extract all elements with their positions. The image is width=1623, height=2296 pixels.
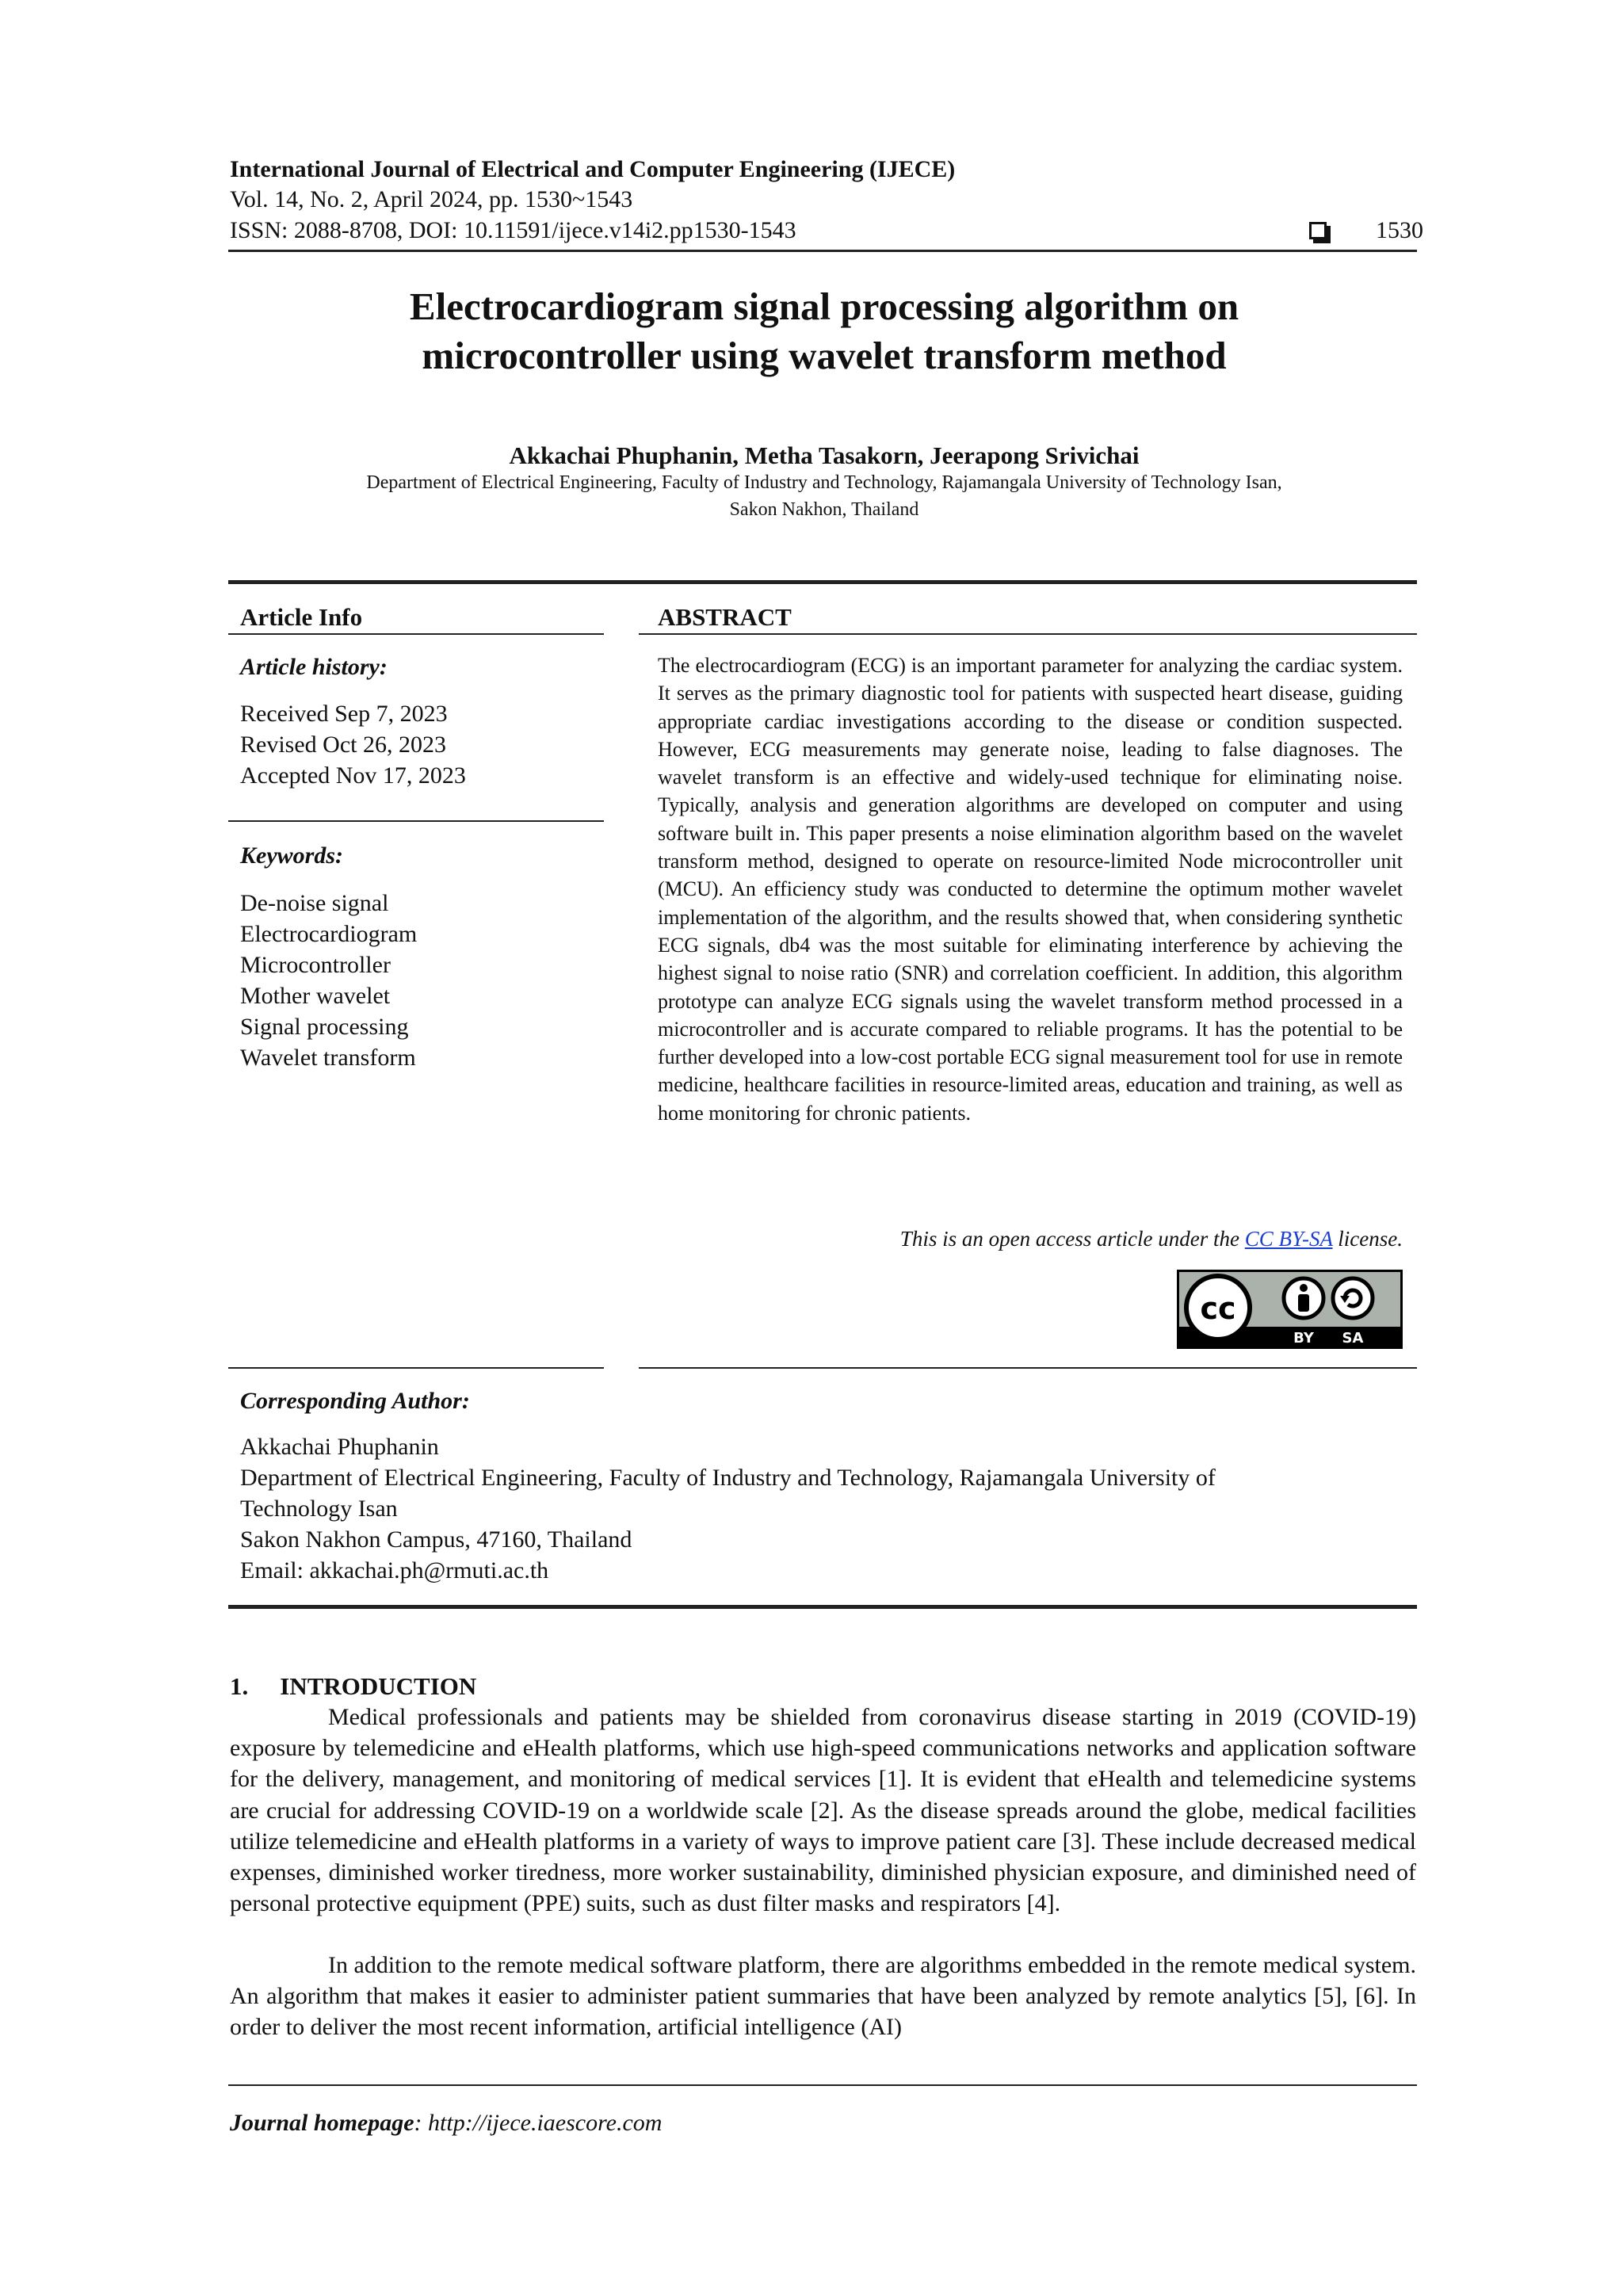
abstract-heading: ABSTRACT [658, 603, 792, 631]
history-rule [228, 820, 604, 822]
keywords-heading: Keywords: [240, 842, 343, 869]
corr-bottom-rule [228, 1605, 1417, 1609]
svg-text:cc: cc [1200, 1291, 1236, 1326]
journal-issn: ISSN: 2088-8708, DOI: 10.11591/ijece.v14i2.pp1530-1543 [230, 217, 796, 243]
cc-icon [1186, 1276, 1250, 1339]
share-alike-icon [1333, 1278, 1373, 1318]
keyword-item: Wavelet transform [240, 1045, 416, 1071]
intro-paragraph-2: In addition to the remote medical software platform, there are algorithms embedded in the remote medical system. An algorithm that makes it easier to administer patient summaries that have been analyzed by remote analytics [5], [6]. In order to deliver the most recent information, artificial intelligence (AI) [230, 1952, 1416, 2041]
corr-right-rule [639, 1367, 1417, 1369]
cc-license-badge[interactable] [1177, 1270, 1403, 1349]
keyword-list [240, 888, 417, 1073]
corresponding-campus: Sakon Nakhon Campus, 47160, Thailand [240, 1526, 632, 1553]
affiliation: Department of Electrical Engineering, Faculty of Industry and Technology, Rajamangala University of Technology Isan, Sakon Nakhon, Thailand [366, 472, 1282, 520]
header-rule [228, 250, 1417, 252]
corresponding-name: Akkachai Phuphanin [240, 1434, 439, 1460]
revised-date: Revised Oct 26, 2023 [240, 732, 446, 758]
article-info-rule [228, 633, 604, 635]
journal-volume: Vol. 14, No. 2, April 2024, pp. 1530~1543 [230, 186, 633, 212]
cc-by-sa-link[interactable]: CC BY-SA [1244, 1227, 1333, 1251]
corresponding-email: Email: akkachai.ph@rmuti.ac.th [240, 1557, 549, 1584]
keyword-item: Signal processing [240, 1014, 409, 1040]
box-icon [1309, 222, 1327, 239]
paper-title: Electrocardiogram signal processing algorithm on microcontroller using wavelet transform method [409, 285, 1239, 377]
corresponding-author-heading: Corresponding Author: [240, 1388, 470, 1414]
article-history-heading: Article history: [240, 654, 388, 680]
attribution-icon [1284, 1278, 1323, 1318]
accepted-date: Accepted Nov 17, 2023 [240, 762, 466, 789]
received-date: Received Sep 7, 2023 [240, 701, 448, 727]
authors: Akkachai Phuphanin, Metha Tasakorn, Jeerapong Srivichai [509, 441, 1140, 469]
keyword-item: Electrocardiogram [240, 921, 418, 947]
page-number: 1530 [1376, 217, 1423, 243]
keyword-item: Mother wavelet [240, 983, 391, 1009]
license-note: This is an open access article under the CC BY-SA license. [899, 1227, 1403, 1251]
corr-left-rule [228, 1367, 604, 1369]
article-info-heading: Article Info [240, 603, 363, 631]
journal-name: International Journal of Electrical and Computer Engineering (IJECE) [230, 156, 956, 182]
abstract-text: The electrocardiogram (ECG) is an important parameter for analyzing the cardiac system. It serves as the primary diagnostic tool for patients with suspected heart disease, guiding appropriate cardiac investigations according to the disease or condition suspected. However, ECG measurements may generate noise, leading to false diagnoses. The wavelet transform is an effective and widely-used technique for eliminating noise. Typically, analysis and generation algorithms are developed on computer and using software built in. This paper presents a noise elimination algorithm based on the wavelet transform method, designed to operate on resource-limited Node microcontroller unit (MCU). An efficiency study was conducted to determine the optimum mother wavelet implementation of the algorithm, and the results showed that, when considering synthetic ECG signals, db4 was the most suitable for eliminating interference by achieving the highest signal to noise ratio (SNR) and correlation coefficient. In addition, this algorithm prototype can analyze ECG signals using the wavelet transform method processed in a microcontroller and is accurate compared to reliable programs. It has the potential to be further developed into a low-cost portable ECG signal measurement tool for use in remote medicine, healthcare facilities in resource-limited areas, education and training, as well as home monitoring for chronic patients. [658, 654, 1403, 1125]
footer-rule [228, 2084, 1417, 2086]
badge-by-label: BY [1293, 1330, 1314, 1347]
intro-heading: 1. INTRODUCTION [230, 1672, 477, 1700]
corresponding-author-details [240, 1431, 1413, 1586]
corresponding-dept: Department of Electrical Engineering, Faculty of Industry and Technology, Rajamangala University of [240, 1465, 1216, 1491]
corresponding-dept-cont: Technology Isan [240, 1496, 398, 1522]
keyword-item: De-noise signal [240, 890, 389, 916]
keyword-item: Microcontroller [240, 952, 391, 978]
journal-homepage: Journal homepage: http://ijece.iaescore.com [230, 2110, 663, 2136]
intro-paragraph-1: Medical professionals and patients may be shielded from coronavirus disease starting in 2019 (COVID-19) exposure by telemedicine and eHealth platforms, which use high-speed communications networks and application software for the delivery, management, and monitoring of medical services [1]. It is evident that eHealth and telemedicine systems are crucial for addressing COVID-19 on a worldwide scale [2]. As the disease spreads around the globe, medical facilities utilize telemedicine and eHealth platforms in a variety of ways to improve patient care [3]. These include decreased medical expenses, diminished worker tiredness, more worker sustainability, diminished physician exposure, and diminished need of personal protective equipment (PPE) suits, such as dust filter masks and respirators [4]. [230, 1704, 1416, 1917]
homepage-url[interactable]: : http://ijece.iaescore.com [414, 2110, 663, 2136]
info-top-rule [228, 580, 1417, 584]
badge-sa-label: SA [1342, 1330, 1364, 1347]
abstract-rule [639, 633, 1417, 635]
